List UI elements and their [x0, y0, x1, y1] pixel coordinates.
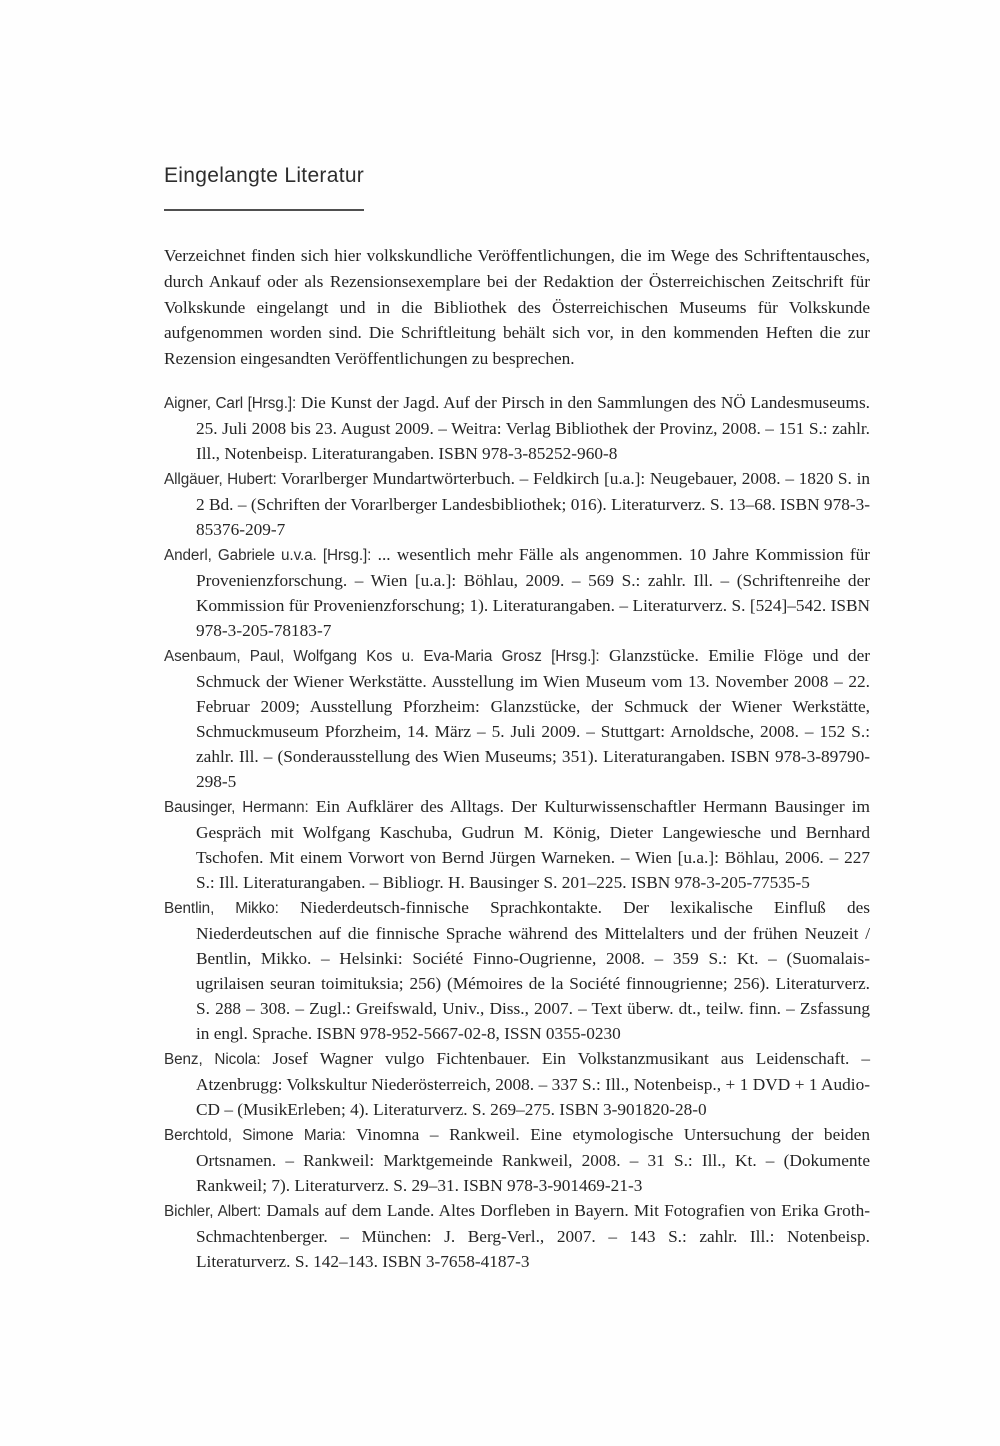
bibliography-entry	[164, 895, 870, 1046]
bibliography-entry	[164, 1046, 870, 1122]
entry-text: Die Kunst der Jagd. Auf der Pirsch in den Sammlungen des NÖ Landesmuseums. 25. Juli 2008 bis 23. August 2009. – Weitra: Verlag Bibliothek der Provinz, 2008. – 151 S.: zahlr. Ill., Notenbeisp. Literaturangaben. ISBN 978-3-85252-960-8	[196, 392, 870, 463]
entry-author: Bausinger, Hermann:	[164, 798, 309, 816]
entry-text: Vinomna – Rankweil. Eine etymologische Untersuchung der beiden Ortsnamen. – Rankweil: Marktgemeinde Rankweil, 2008. – 31 S.: Ill., Kt. – (Dokumente Rankweil; 7). Literaturverz. S. 29–31. ISBN 978-3-901469-21-3	[196, 1124, 870, 1195]
entry-text: ... wesentlich mehr Fälle als angenommen. 10 Jahre Kommission für Provenienzforschung. – Wien [u.a.]: Böhlau, 2009. – 569 S.: zahlr. Ill. – (Schriftenreihe der Kommission für Provenienzforschung; 1). Literaturangaben. – Literaturverz. S. [524]–542. ISBN 978-3-205-78183-7	[196, 544, 870, 640]
intro-paragraph: Verzeichnet finden sich hier volkskundliche Veröffentlichungen, die im Wege des Schriftentausches, durch Ankauf oder als Rezensionsexemplare bei der Redaktion der Österreichischen Zeitschrift für Volkskunde eingelangt und in die Bibliothek des Österreichischen Museums für Volkskunde aufgenommen worden sind. Die Schriftleitung behält sich vor, in den kommenden Heften die zur Rezension eingesandten Veröffentlichungen zu besprechen.	[164, 246, 870, 369]
entry-author: Anderl, Gabriele u.v.a. [Hrsg.]:	[164, 546, 372, 564]
bibliography-entry	[164, 1122, 870, 1198]
entry-author: Aigner, Carl [Hrsg.]:	[164, 394, 297, 412]
entry-author: Benz, Nicola:	[164, 1050, 261, 1068]
entry-text: Ein Aufklärer des Alltags. Der Kulturwissenschaftler Hermann Bausinger im Gespräch mit Wolfgang Kaschuba, Gudrun M. König, Dieter Langewiesche und Bernhard Tschofen. Mit einem Vorwort von Bernd Jürgen Warneken. – Wien [u.a.]: Böhlau, 2006. – 227 S.: Ill. Literaturangaben. – Bibliogr. H. Bausinger S. 201–225. ISBN 978-3-205-77535-5	[196, 796, 870, 892]
bibliography-entry	[164, 794, 870, 895]
entry-text: Niederdeutsch-finnische Sprachkontakte. Der lexikalische Einfluß des Niederdeutschen auf die finnische Sprache während des Mittelalters und der frühen Neuzeit / Bentlin, Mikko. – Helsinki: Société Finno-Ougrienne, 2008. – 359 S.: Kt. – (Suomalais-ugrilaisen seuran toimituksia; 256) (Mémoires de la Société finnougrienne; 256). Literaturverz. S. 288 – 308. – Zugl.: Greifswald, Univ., Diss., 2007. – Text überw. dt., teilw. finn. – Zsfassung in engl. Sprache. ISBN 978-952-5667-02-8, ISSN 0355-0230	[196, 897, 870, 1043]
page-title: Eingelangte Literatur	[164, 164, 365, 187]
bibliography-entry	[164, 390, 870, 466]
entry-text: Damals auf dem Lande. Altes Dorfleben in Bayern. Mit Fotografien von Erika Groth-Schmachtenberger. – München: J. Berg-Verl., 2007. – 143 S.: zahlr. Ill.: Notenbeisp. Literaturverz. S. 142–143. ISBN 3-7658-4187-3	[196, 1200, 871, 1271]
entry-author: Asenbaum, Paul, Wolfgang Kos u. Eva-Maria Grosz [Hrsg.]:	[164, 647, 600, 665]
entry-text: Josef Wagner vulgo Fichtenbauer. Ein Volkstanzmusikant aus Leidenschaft. – Atzenbrugg: Volkskultur Niederösterreich, 2008. – 337 S.: Ill., Notenbeisp., + 1 DVD + 1 Audio-CD – (MusikErleben; 4). Literaturverz. S. 269–275. ISBN 3-901820-28-0	[196, 1048, 871, 1119]
bibliography-entry	[164, 1198, 870, 1274]
entry-author: Bichler, Albert:	[164, 1202, 262, 1220]
entry-author: Allgäuer, Hubert:	[164, 470, 277, 488]
entry-author: Bentlin, Mikko:	[164, 899, 279, 917]
bibliography-entry	[164, 542, 870, 643]
bibliography-list	[164, 390, 870, 1274]
bibliography-entry	[164, 466, 870, 542]
entry-author: Berchtold, Simone Maria:	[164, 1126, 346, 1144]
entry-text: Glanzstücke. Emilie Flöge und der Schmuck der Wiener Werkstätte. Ausstellung im Wien Museum vom 13. November 2008 – 22. Februar 2009; Ausstellung Pforzheim: Glanzstücke, der Schmuck der Wiener Werkstätte, Schmuckmuseum Pforzheim, 14. März – 5. Juli 2009. – Stuttgart: Arnoldsche, 2008. – 152 S.: zahlr. Ill. – (Sonderausstellung des Wien Museums; 351). Literaturangaben. ISBN 978-3-89790-298-5	[196, 645, 870, 791]
title-underline-rule	[164, 209, 364, 211]
bibliography-entry	[164, 643, 870, 794]
entry-text: Vorarlberger Mundartwörterbuch. – Feldkirch [u.a.]: Neugebauer, 2008. – 1820 S. in 2 Bd. – (Schriften der Vorarlberger Landesbibliothek; 016). Literaturverz. S. 13–68. ISBN 978-3-85376-209-7	[196, 468, 871, 539]
